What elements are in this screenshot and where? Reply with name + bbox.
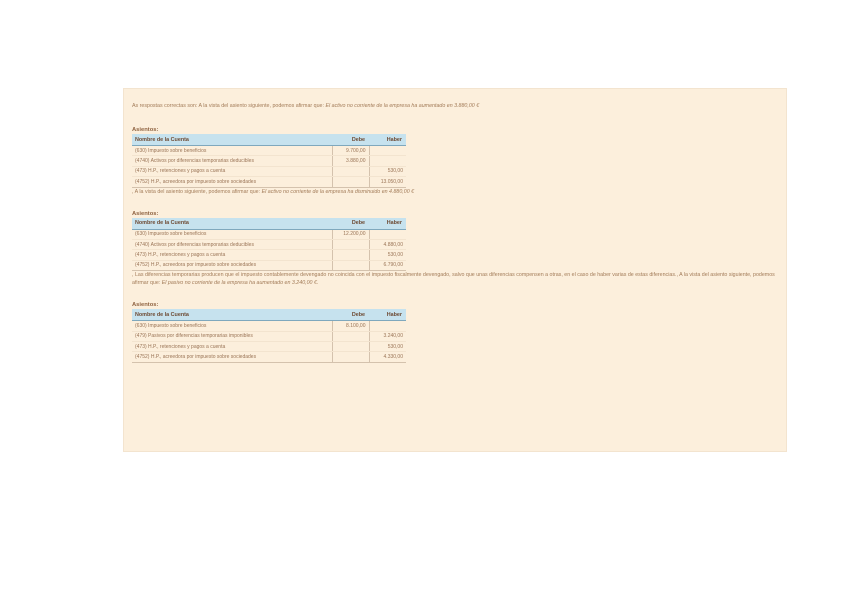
debe-value: 12.200,00 (332, 229, 369, 239)
debe-value (332, 239, 369, 249)
asientos-table (132, 309, 406, 363)
haber-value: 530,00 (369, 250, 406, 260)
haber-value (369, 146, 406, 156)
debe-value (332, 260, 369, 270)
table-row (132, 260, 406, 270)
table-row (132, 166, 406, 176)
col-header-haber: Haber (369, 218, 406, 230)
table-row (132, 250, 406, 260)
debe-value (332, 250, 369, 260)
account-name: (4740) Activos por diferencias temporarias deducibles (132, 156, 332, 166)
haber-value: 13.050,00 (369, 177, 406, 187)
account-name: (630) Impuesto sobre beneficios (132, 321, 332, 331)
haber-value (369, 156, 406, 166)
col-header-name: Nombre de la Cuenta (132, 134, 332, 146)
haber-value: 4.330,00 (369, 352, 406, 362)
col-header-debe: Debe (332, 309, 369, 321)
haber-value: 530,00 (369, 341, 406, 351)
account-name: (473) H.P., retenciones y pagos a cuenta (132, 250, 332, 260)
haber-value: 530,00 (369, 166, 406, 176)
table-header-row (132, 134, 406, 146)
account-name: (4740) Activos por diferencias temporarias deducibles (132, 239, 332, 249)
answer-text (132, 188, 779, 196)
debe-value (332, 352, 369, 362)
debe-value (332, 177, 369, 187)
account-name: (4752) H.P., acreedora por impuesto sobre sociedades (132, 352, 332, 362)
table-row (132, 177, 406, 187)
feedback-panel (124, 89, 786, 451)
debe-value (332, 166, 369, 176)
table-header-row (132, 218, 406, 230)
intro-statement: El activo no corriente de la empresa ha aumentado en 3.880,00 € (325, 103, 480, 109)
account-name: (630) Impuesto sobre beneficios (132, 229, 332, 239)
intro-text (132, 102, 779, 110)
table-header-row (132, 309, 406, 321)
asientos-table (132, 134, 406, 188)
haber-value: 3.240,00 (369, 331, 406, 341)
col-header-debe: Debe (332, 134, 369, 146)
account-name: (4752) H.P., acreedora por impuesto sobre sociedades (132, 260, 332, 270)
answer-prefix: , A la vista del asiento siguiente, podemos afirmar que: (132, 188, 262, 195)
table-row (132, 156, 406, 166)
table-row (132, 352, 406, 362)
haber-value (369, 229, 406, 239)
haber-value (369, 321, 406, 331)
table-row (132, 341, 406, 351)
col-header-haber: Haber (369, 134, 406, 146)
answer-statement: El pasivo no corriente de la empresa ha aumentado en 3.240,00 €. (161, 280, 319, 287)
answer-prefix: , Las diferencias temporarias producen que el impuesto contablemente devengado no coincida con el impuesto fiscalmente devengado, salvo que unas diferencias compensen a otras, en el caso de haber varias de estas diferencias., A la vista del asiento siguiente, podemos afirmar que: (132, 272, 775, 287)
account-name: (630) Impuesto sobre beneficios (132, 146, 332, 156)
account-name: (473) H.P., retenciones y pagos a cuenta (132, 166, 332, 176)
table-row (132, 239, 406, 249)
col-header-name: Nombre de la Cuenta (132, 309, 332, 321)
debe-value: 9.700,00 (332, 146, 369, 156)
table-row (132, 321, 406, 331)
debe-value (332, 341, 369, 351)
col-header-haber: Haber (369, 309, 406, 321)
answer-text (132, 271, 779, 287)
debe-value: 8.100,00 (332, 321, 369, 331)
debe-value: 3.880,00 (332, 156, 369, 166)
asientos-heading: Asientos: (132, 302, 159, 309)
table-row (132, 229, 406, 239)
haber-value: 6.790,00 (369, 260, 406, 270)
account-name: (473) H.P., retenciones y pagos a cuenta (132, 341, 332, 351)
asientos-heading: Asientos: (132, 210, 159, 217)
account-name: (4752) H.P., acreedora por impuesto sobre sociedades (132, 177, 332, 187)
account-name: (479) Pasivos por diferencias temporarias imponibles (132, 331, 332, 341)
answer-statement: El activo no corriente de la empresa ha disminuido en 4.880,00 € (261, 188, 415, 195)
table-row (132, 146, 406, 156)
col-header-name: Nombre de la Cuenta (132, 218, 332, 230)
intro-prefix: As respostas correctas son: A la vista del asiento siguiente, podemos afirmar que: (132, 103, 326, 109)
debe-value (332, 331, 369, 341)
haber-value: 4.880,00 (369, 239, 406, 249)
col-header-debe: Debe (332, 218, 369, 230)
asientos-heading: Asientos: (132, 127, 159, 133)
asientos-table (132, 218, 406, 272)
table-row (132, 331, 406, 341)
